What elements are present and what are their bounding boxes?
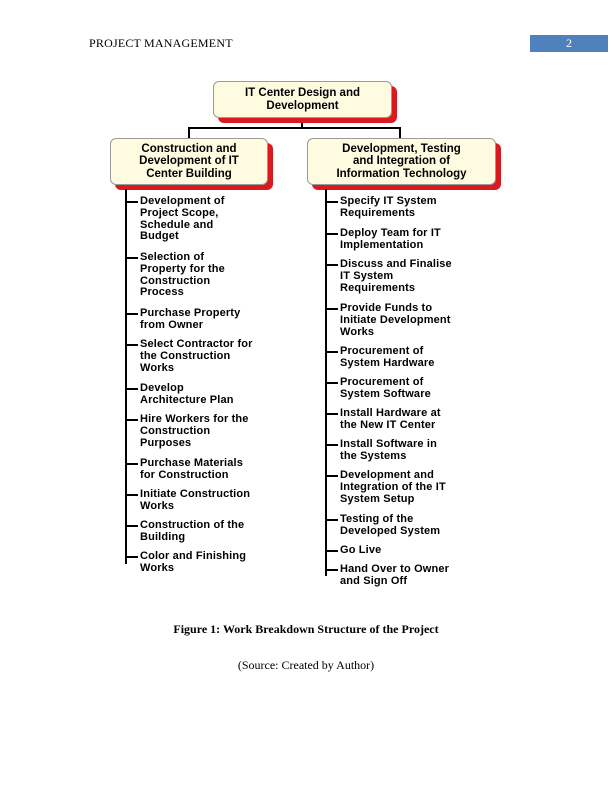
task-connector: [326, 444, 338, 446]
wbs-branch-label: Development, Testing and Integration of Information Technology: [336, 142, 467, 180]
left-branch-drop: [188, 127, 190, 138]
task-connector: [326, 475, 338, 477]
wbs-task: Deploy Team for IT Implementation: [340, 227, 441, 251]
left-task-spine: [125, 189, 127, 564]
wbs-task: Purchase Materials for Construction: [140, 457, 243, 481]
wbs-task: Procurement of System Hardware: [340, 345, 435, 369]
task-connector: [326, 351, 338, 353]
task-connector: [126, 463, 138, 465]
task-connector: [126, 388, 138, 390]
task-connector: [126, 419, 138, 421]
task-connector: [126, 556, 138, 558]
task-connector: [126, 494, 138, 496]
page-number-badge: 2: [530, 35, 608, 52]
wbs-task: Specify IT System Requirements: [340, 195, 437, 219]
wbs-task: Development and Integration of the IT System Setup: [340, 469, 446, 505]
task-connector: [126, 313, 138, 315]
wbs-task: Install Software in the Systems: [340, 438, 437, 462]
wbs-branch-label: Construction and Development of IT Center Building: [139, 142, 239, 180]
wbs-task: Go Live: [340, 544, 382, 556]
wbs-task: Install Hardware at the New IT Center: [340, 407, 441, 431]
task-connector: [326, 413, 338, 415]
right-branch-drop: [399, 127, 401, 138]
wbs-task: Initiate Construction Works: [140, 488, 251, 512]
task-connector: [326, 201, 338, 203]
wbs-task: Procurement of System Software: [340, 376, 431, 400]
wbs-root-node: [213, 81, 392, 118]
wbs-branch-construction: [110, 138, 268, 185]
task-connector: [326, 264, 338, 266]
wbs-task: Hand Over to Owner and Sign Off: [340, 563, 450, 587]
task-connector: [126, 201, 138, 203]
task-connector: [326, 550, 338, 552]
wbs-task: Testing of the Developed System: [340, 513, 441, 537]
wbs-task: Purchase Property from Owner: [140, 307, 241, 331]
task-connector: [126, 344, 138, 346]
wbs-task: Development of Project Scope, Schedule and Budget: [140, 195, 225, 243]
wbs-root-label: IT Center Design and Development: [244, 87, 361, 112]
wbs-branch-it: [307, 138, 496, 185]
figure-source: (Source: Created by Author): [237, 658, 375, 672]
wbs-task: Hire Workers for the Construction Purposes: [140, 413, 249, 449]
page-header-title: PROJECT MANAGEMENT: [89, 36, 233, 50]
task-connector: [326, 569, 338, 571]
task-connector: [326, 382, 338, 384]
wbs-task: Develop Architecture Plan: [140, 382, 234, 406]
wbs-task: Selection of Property for the Construction Process: [140, 251, 225, 299]
task-connector: [326, 308, 338, 310]
wbs-task: Provide Funds to Initiate Development Works: [340, 302, 451, 338]
task-connector: [326, 233, 338, 235]
task-connector: [126, 257, 138, 259]
branch-bar: [188, 127, 400, 129]
figure-caption: Figure 1: Work Breakdown Structure of the Project: [173, 622, 439, 636]
wbs-task: Discuss and Finalise IT System Requirements: [340, 258, 452, 294]
task-connector: [326, 519, 338, 521]
wbs-task: Construction of the Building: [140, 519, 245, 543]
task-connector: [126, 525, 138, 527]
wbs-task: Select Contractor for the Construction Works: [140, 338, 253, 374]
wbs-task: Color and Finishing Works: [140, 550, 247, 574]
